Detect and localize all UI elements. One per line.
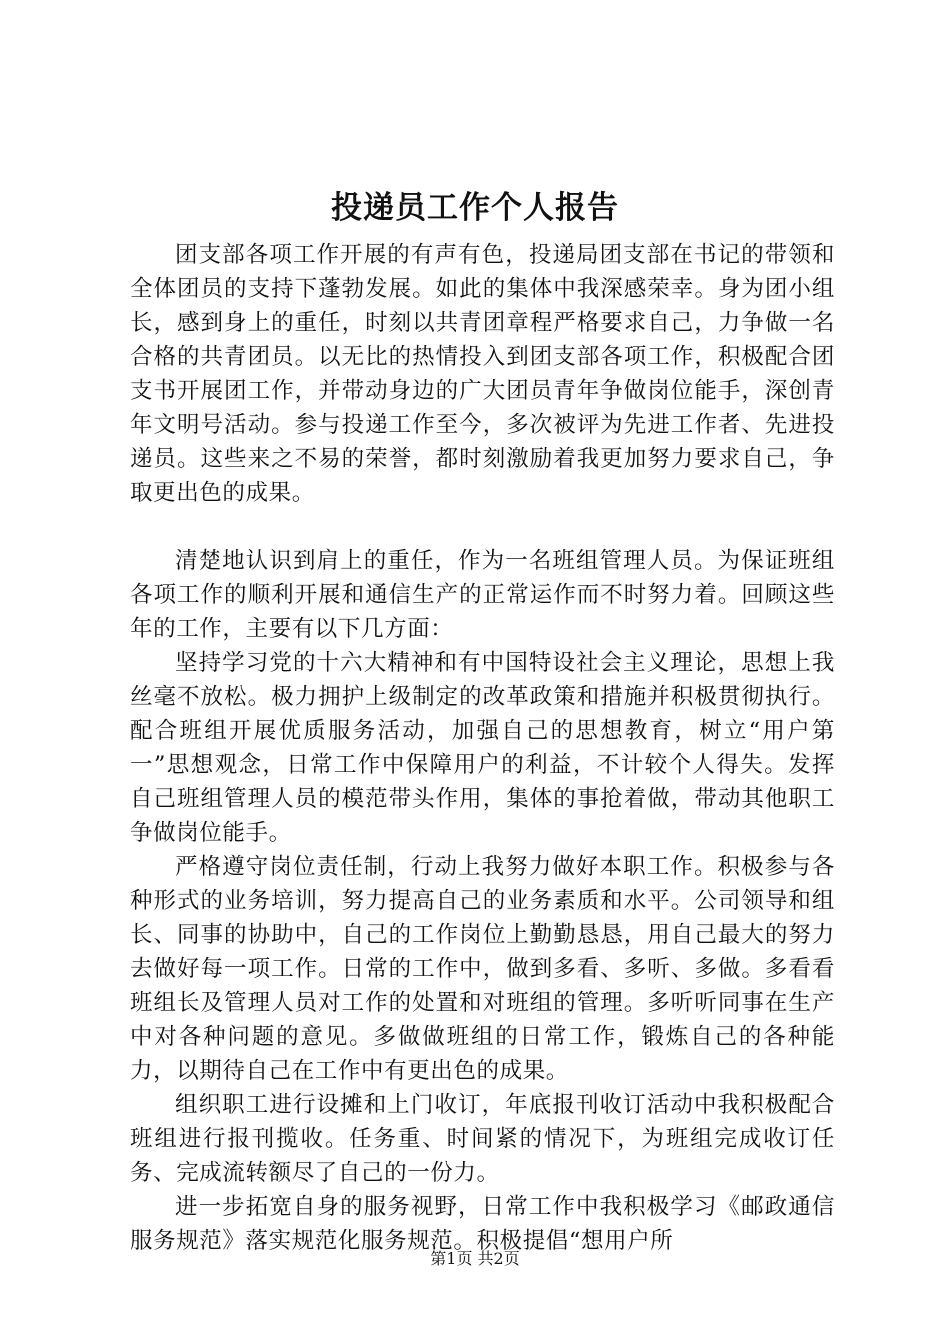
- paragraph-4: 严格遵守岗位责任制，行动上我努力做好本职工作。积极参与各种形式的业务培训，努力提高自己的业务素质和水平。公司领导和组长、同事的协助中，自己的工作岗位上勤勤恳恳，用自己最大的努力去做好每一项工作。日常的工作中，做到多看、多听、多做。多看看班组长及管理人员对工作的处置和对班组的管理。多听听同事在生产中对各种问题的意见。多做做班组的日常工作，锻炼自己的各种能力，以期待自己在工作中有更出色的成果。: [130, 854, 835, 1084]
- paragraph-gap: [130, 510, 835, 544]
- document-title: 投递员工作个人报告: [331, 190, 619, 226]
- paragraph-2: 清楚地认识到肩上的重任，作为一名班组管理人员。为保证班组各项工作的顺利开展和通信生产的正常运作而不时努力着。回顾这些年的工作，主要有以下几方面：: [130, 548, 835, 642]
- paragraph-5: 组织职工进行设摊和上门收订，年底报刊收订活动中我积极配合班组进行报刊揽收。任务重、时间紧的情况下，为班组完成收订任务、完成流转额尽了自己的一份力。: [130, 1092, 835, 1186]
- document-body: [130, 238, 835, 1258]
- paragraph-3: 坚持学习党的十六大精神和有中国特设社会主义理论，思想上我丝毫不放松。极力拥护上级制定的改革政策和措施并积极贯彻执行。配合班组开展优质服务活动，加强自己的思想教育，树立“用户第一”思想观念，日常工作中保障用户的利益，不计较个人得失。发挥自己班组管理人员的模范带头作用，集体的事抢着做，带动其他职工争做岗位能手。: [130, 650, 835, 846]
- paragraph-6: 进一步拓宽自身的服务视野，日常工作中我积极学习《邮政通信服务规范》落实规范化服务规范。积极提倡“想用户所: [130, 1194, 835, 1254]
- paragraph-1: 团支部各项工作开展的有声有色，投递局团支部在书记的带领和全体团员的支持下蓬勃发展。如此的集体中我深感荣幸。身为团小组长，感到身上的重任，时刻以共青团章程严格要求自己，力争做一名合格的共青团员。以无比的热情投入到团支部各项工作，积极配合团支书开展团工作，并带动身边的广大团员青年争做岗位能手，深创青年文明号活动。参与投递工作至今，多次被评为先进工作者、先进投递员。这些来之不易的荣誉，都时刻激励着我更加努力要求自己，争取更出色的成果。: [130, 242, 835, 506]
- page-number-footer: 第1页 共2页: [430, 1249, 520, 1268]
